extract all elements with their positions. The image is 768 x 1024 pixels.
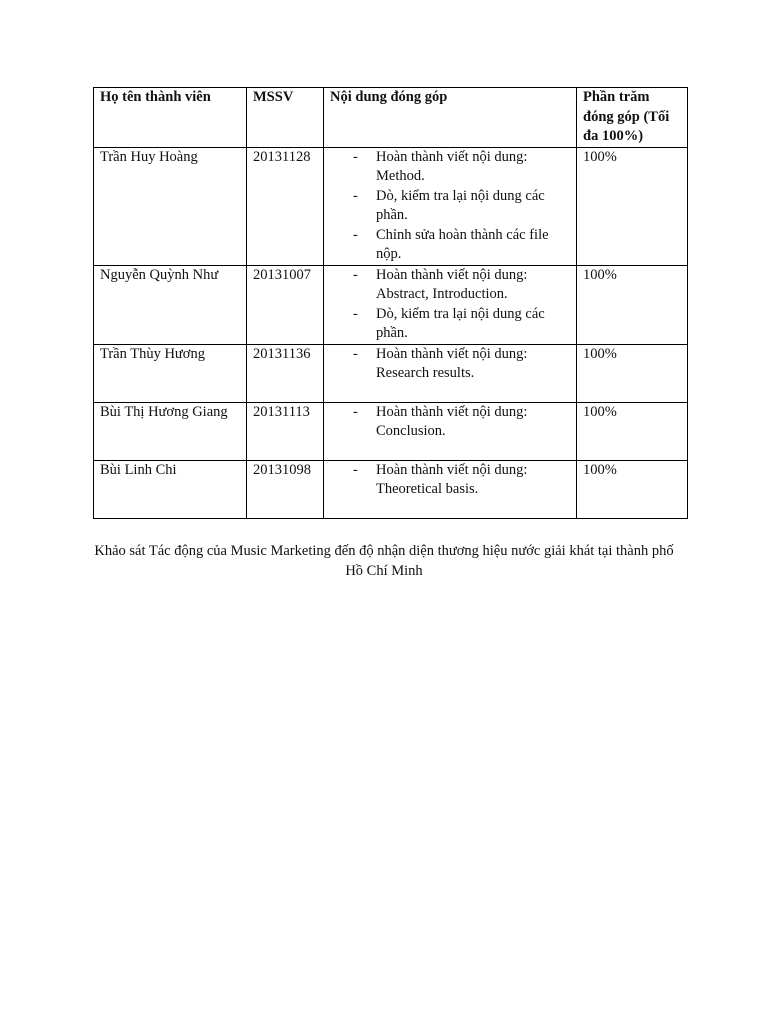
member-tasks bbox=[324, 147, 577, 265]
task-item: - Dò, kiểm tra lại nội dung các phần. bbox=[376, 305, 570, 344]
member-mssv: 20131098 bbox=[247, 460, 324, 518]
member-name: Trần Huy Hoàng bbox=[94, 147, 247, 265]
table-row bbox=[94, 402, 688, 460]
task-item: - Hoàn thành viết nội dung: Theoretical basis. bbox=[376, 461, 570, 500]
member-mssv: 20131113 bbox=[247, 402, 324, 460]
member-name: Trần Thùy Hương bbox=[94, 344, 247, 402]
task-item: - Hoàn thành viết nội dung: Abstract, Introduction. bbox=[376, 266, 570, 305]
member-name: Bùi Linh Chi bbox=[94, 460, 247, 518]
member-mssv: 20131128 bbox=[247, 147, 324, 265]
member-percent: 100% bbox=[577, 265, 688, 344]
header-mssv: MSSV bbox=[247, 88, 324, 148]
member-mssv: 20131136 bbox=[247, 344, 324, 402]
member-percent: 100% bbox=[577, 460, 688, 518]
table-row bbox=[94, 147, 688, 265]
document-caption: Khảo sát Tác động của Music Marketing đến độ nhận diện thương hiệu nước giải khát tại thành phố Hồ Chí Minh bbox=[94, 543, 674, 579]
table-row bbox=[94, 344, 688, 402]
table-row bbox=[94, 460, 688, 518]
task-item: - Dò, kiểm tra lại nội dung các phần. bbox=[376, 187, 570, 226]
task-item: - Hoàn thành viết nội dung: Method. bbox=[376, 148, 570, 187]
member-percent: 100% bbox=[577, 147, 688, 265]
header-content: Nội dung đóng góp bbox=[324, 88, 577, 148]
header-percent: Phần trăm đóng góp (Tối đa 100%) bbox=[577, 88, 688, 148]
member-tasks bbox=[324, 344, 577, 402]
member-name: Bùi Thị Hương Giang bbox=[94, 402, 247, 460]
task-item: - Chỉnh sửa hoàn thành các file nộp. bbox=[376, 226, 570, 265]
member-name: Nguyễn Quỳnh Như bbox=[94, 265, 247, 344]
contribution-table bbox=[93, 87, 688, 519]
member-percent: 100% bbox=[577, 344, 688, 402]
member-mssv: 20131007 bbox=[247, 265, 324, 344]
header-name: Họ tên thành viên bbox=[94, 88, 247, 148]
table-row bbox=[94, 265, 688, 344]
task-item: - Hoàn thành viết nội dung: Conclusion. bbox=[376, 403, 570, 442]
member-percent: 100% bbox=[577, 402, 688, 460]
table-header-row bbox=[94, 88, 688, 148]
task-item: - Hoàn thành viết nội dung: Research results. bbox=[376, 345, 570, 384]
member-tasks bbox=[324, 265, 577, 344]
member-tasks bbox=[324, 402, 577, 460]
member-tasks bbox=[324, 460, 577, 518]
